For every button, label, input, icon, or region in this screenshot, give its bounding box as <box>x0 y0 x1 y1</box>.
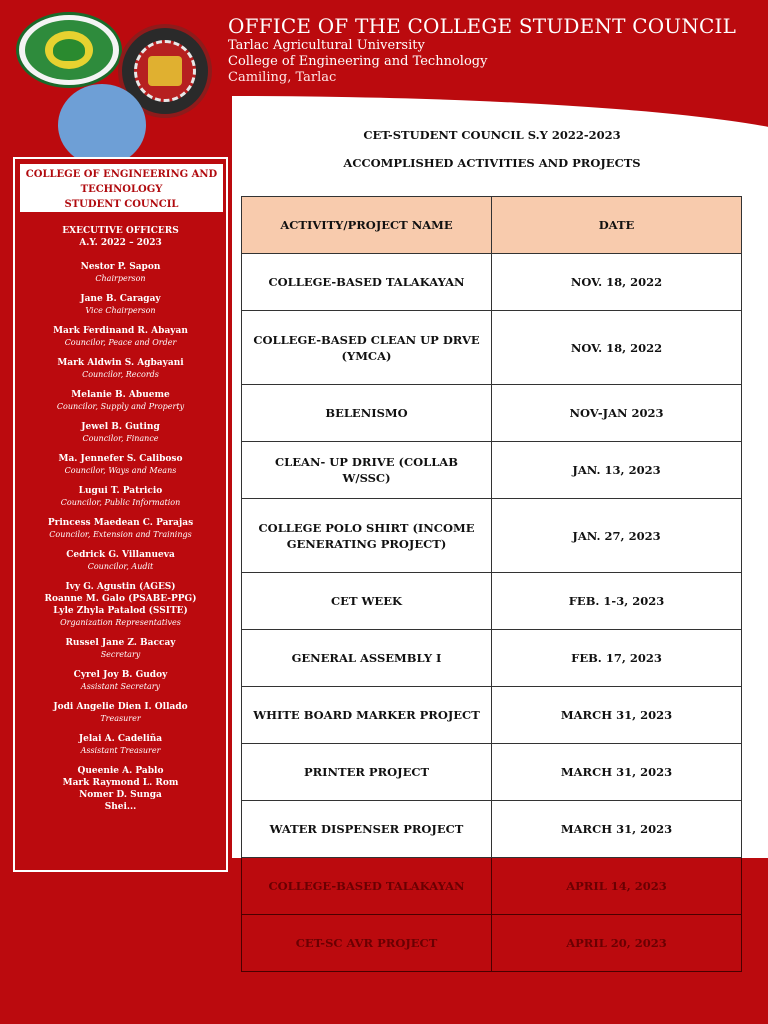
table-row <box>242 311 742 385</box>
officer-name: Jodi Angelie Dien I. Ollado <box>53 702 188 712</box>
officer-entry <box>15 485 226 508</box>
officer-name: Russel Jane Z. Baccay <box>65 638 176 648</box>
officer-entry <box>15 325 226 348</box>
officer-entry <box>15 733 226 756</box>
sidebar-heading-line: TECHNOLOGY <box>80 184 163 195</box>
table-header-row <box>242 197 742 254</box>
table-row <box>242 744 742 801</box>
officer-role: Vice Chairperson <box>85 306 156 315</box>
officers-section-title <box>15 225 226 249</box>
table-row <box>242 499 742 573</box>
officer-role: Organization Representatives <box>60 618 181 627</box>
date-cell: APRIL 20, 2023 <box>492 915 742 972</box>
officer-entry <box>15 517 226 540</box>
officer-role: Councilor, Extension and Trainings <box>49 530 192 539</box>
date-cell: NOV. 18, 2022 <box>492 311 742 385</box>
activity-cell: COLLEGE-BASED CLEAN UP DRVE (YMCA) <box>242 311 492 385</box>
officer-role: Councilor, Finance <box>82 434 159 443</box>
officer-name: Cedrick G. Villanueva <box>66 550 175 560</box>
decorative-blue-oval <box>58 84 146 166</box>
officer-entry <box>15 701 226 724</box>
officer-list <box>15 225 226 822</box>
officer-name: Nomer D. Sunga <box>79 790 162 800</box>
activity-cell: COLLEGE-BASED TALAKAYAN <box>242 254 492 311</box>
officer-name: Princess Maedean C. Parajas <box>47 518 194 528</box>
activity-cell: COLLEGE POLO SHIRT (INCOME GENERATING PROJECT) <box>242 499 492 573</box>
activity-cell: WATER DISPENSER PROJECT <box>242 801 492 858</box>
date-cell: JAN. 13, 2023 <box>492 442 742 499</box>
date-cell: JAN. 27, 2023 <box>492 499 742 573</box>
date-cell: MARCH 31, 2023 <box>492 687 742 744</box>
date-cell: MARCH 31, 2023 <box>492 801 742 858</box>
document-subheading: ACCOMPLISHED ACTIVITIES AND PROJECTS <box>343 156 641 170</box>
officer-name: Roanne M. Galo (PSABE-PPG) <box>44 594 197 604</box>
officer-name: Mark Raymond L. Rom <box>62 778 179 788</box>
officer-role: Councilor, Audit <box>87 562 154 571</box>
date-cell: FEB. 17, 2023 <box>492 630 742 687</box>
column-header-activity: ACTIVITY/PROJECT NAME <box>242 197 492 254</box>
officer-name: Nestor P. Sapon <box>80 262 161 272</box>
officer-name: Queenie A. Pablo <box>77 766 164 776</box>
activity-cell: COLLEGE-BASED TALAKAYAN <box>242 858 492 915</box>
sidebar-heading <box>20 164 223 212</box>
date-cell: APRIL 14, 2023 <box>492 858 742 915</box>
activity-cell: CLEAN- UP DRIVE (COLLAB W/SSC) <box>242 442 492 499</box>
activity-cell: CET WEEK <box>242 573 492 630</box>
officer-entry <box>15 669 226 692</box>
section-title-line: A.Y. 2022 – 2023 <box>79 238 162 248</box>
officer-entry <box>15 549 226 572</box>
tau-seal-icon <box>16 12 122 88</box>
table-row <box>242 915 742 972</box>
officer-entry <box>15 261 226 284</box>
column-header-date: DATE <box>492 197 742 254</box>
officer-name: Jelai A. Cadeliña <box>78 734 163 744</box>
officer-name: Lyle Zhyla Patalod (SSITE) <box>53 606 188 616</box>
date-cell: MARCH 31, 2023 <box>492 744 742 801</box>
officer-name: Cyrel Joy B. Gudoy <box>73 670 168 680</box>
officer-entry <box>15 389 226 412</box>
activity-cell: WHITE BOARD MARKER PROJECT <box>242 687 492 744</box>
activity-cell: PRINTER PROJECT <box>242 744 492 801</box>
office-title: OFFICE OF THE COLLEGE STUDENT COUNCIL <box>228 14 737 38</box>
officer-role: Councilor, Supply and Property <box>56 402 185 411</box>
officer-name: Jane B. Caragay <box>80 294 161 304</box>
table-row <box>242 254 742 311</box>
officer-role: Treasurer <box>100 714 141 723</box>
date-cell: NOV. 18, 2022 <box>492 254 742 311</box>
officer-name: Ivy G. Agustin (AGES) <box>65 582 176 592</box>
table-row <box>242 573 742 630</box>
officer-name: Melanie B. Abueme <box>71 390 170 400</box>
activity-cell: CET-SC AVR PROJECT <box>242 915 492 972</box>
officer-role: Councilor, Records <box>82 370 159 379</box>
college-name: College of Engineering and Technology <box>228 54 488 69</box>
officer-entry <box>15 421 226 444</box>
officer-name: Lugui T. Patricio <box>78 486 163 496</box>
officer-name: Mark Aldwin S. Agbayani <box>57 358 184 368</box>
table-row <box>242 442 742 499</box>
officer-role: Councilor, Public Information <box>60 498 181 507</box>
officer-entry <box>15 293 226 316</box>
officer-role: Assistant Treasurer <box>80 746 161 755</box>
table-row <box>242 385 742 442</box>
officer-role: Councilor, Ways and Means <box>64 466 177 475</box>
table-row <box>242 687 742 744</box>
table-row <box>242 801 742 858</box>
sidebar-heading-line: COLLEGE OF ENGINEERING AND <box>25 169 218 180</box>
activities-table <box>241 196 742 972</box>
table-row <box>242 858 742 915</box>
officer-name: Jewel B. Guting <box>81 422 160 432</box>
officer-role: Chairperson <box>95 274 146 283</box>
section-title-line: EXECUTIVE OFFICERS <box>62 226 179 236</box>
officer-entry <box>15 453 226 476</box>
activity-cell: BELENISMO <box>242 385 492 442</box>
date-cell: NOV-JAN 2023 <box>492 385 742 442</box>
document-heading: CET-STUDENT COUNCIL S.Y 2022-2023 <box>363 128 621 142</box>
table-row <box>242 630 742 687</box>
officer-role: Assistant Secretary <box>80 682 161 691</box>
location: Camiling, Tarlac <box>228 70 337 85</box>
officer-entry <box>15 637 226 660</box>
officer-name: Shei... <box>104 802 137 812</box>
officer-name: Ma. Jennefer S. Caliboso <box>58 454 183 464</box>
officer-role: Secretary <box>100 650 141 659</box>
sidebar-heading-line: STUDENT COUNCIL <box>64 199 179 210</box>
officer-role: Councilor, Peace and Order <box>64 338 177 347</box>
activity-cell: GENERAL ASSEMBLY I <box>242 630 492 687</box>
sidebar-officers <box>13 157 228 872</box>
officer-name: Mark Ferdinand R. Abayan <box>53 326 188 336</box>
university-name: Tarlac Agricultural University <box>228 38 425 53</box>
org-representatives <box>15 581 226 628</box>
date-cell: FEB. 1-3, 2023 <box>492 573 742 630</box>
officer-entry <box>15 357 226 380</box>
officer-entry <box>15 765 226 813</box>
